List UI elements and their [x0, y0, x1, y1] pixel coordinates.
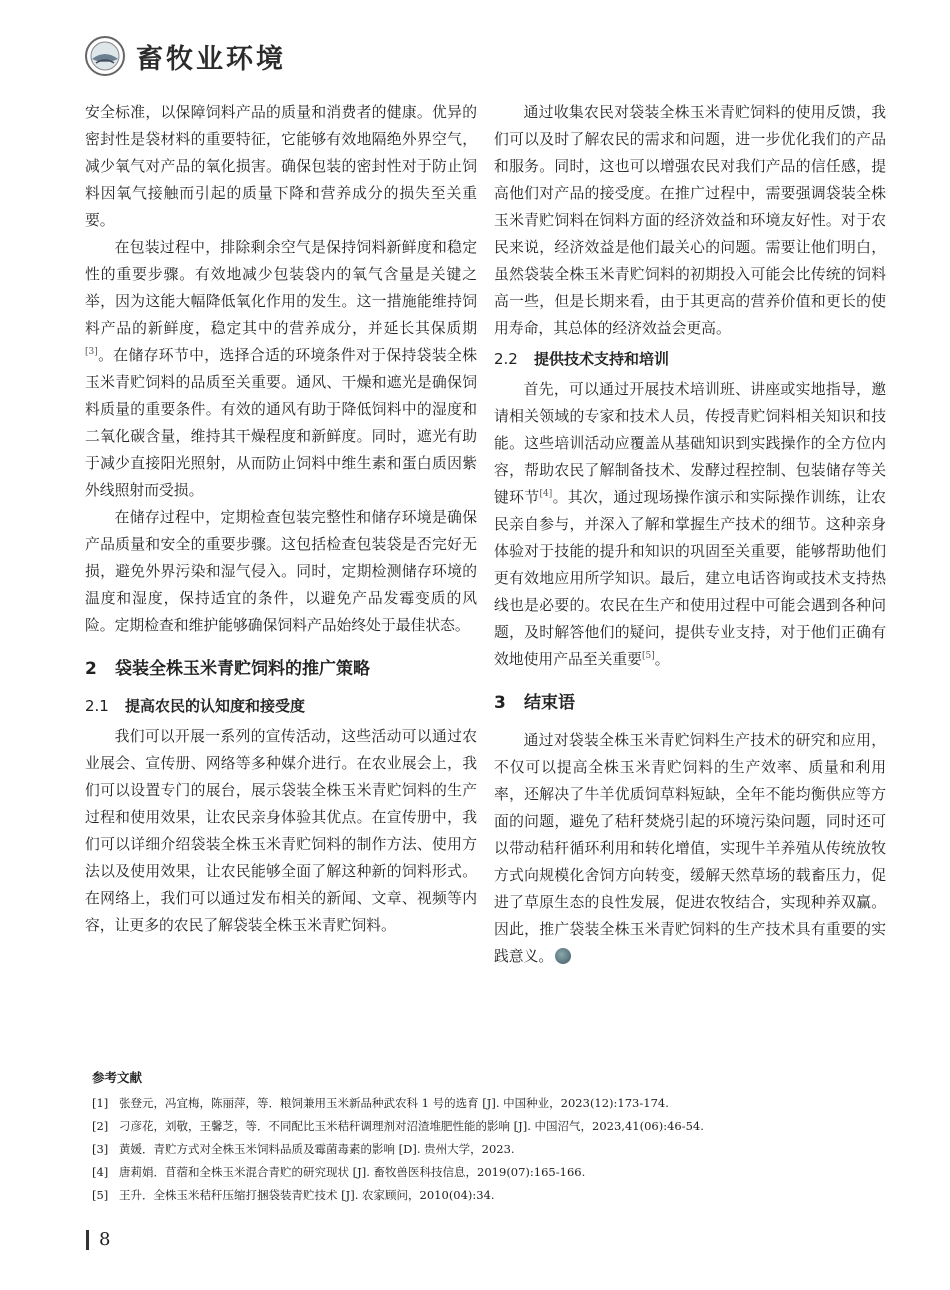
paragraph: 我们可以开展一系列的宣传活动，这些活动可以通过农业展会、宣传册、网络等多种媒介进行。在农业展会上，我们可以设置专门的展台，展示袋装全株玉米青贮饲料的生产过程和使用效果，让农民亲身体验其优点。在宣传册中，我们可以详细介绍袋装全株玉米青贮饲料的制作方法、使用方法以及使用效果，让农民能够全面了解这种新的饲料形式。在网络上，我们可以通过发布相关的新闻、文章、视频等内容，让更多的农民了解袋装全株玉米青贮饲料。	[85, 728, 477, 934]
paragraph: 在储存过程中，定期检查包装完整性和储存环境是确保产品质量和安全的重要步骤。这包括检查包装袋是否完好无损，避免外界污染和湿气侵入。同时，定期检测储存环境的温度和湿度，保持适宜的条件，以避免产品发霉变质的风险。定期检查和维护能够确保饲料产品始终处于最佳状态。	[85, 509, 477, 634]
reference-item: [2] 刁彦花，刘敬，王馨芝，等．不同配比玉米秸秆调理剂对沼渣堆肥性能的影响 [J]. 中国沼气，2023,41(06):46-54.	[92, 1119, 704, 1133]
journal-header	[84, 26, 286, 86]
reference-item: [3] 黄媛．青贮方式对全株玉米饲料品质及霉菌毒素的影响 [D]. 贵州大学，2023.	[92, 1142, 515, 1156]
paragraph: 安全标准，以保障饲料产品的质量和消费者的健康。优异的密封性是袋材料的重要特征，它能够有效地隔绝外界空气，减少氧气对产品的氧化损害。确保包装的密封性对于防止饲料因氧气接触而引起的质量下降和营养成分的损失至关重要。	[85, 104, 477, 229]
reference-item: [4] 唐莉娟．苜蓿和全株玉米混合青贮的研究现状 [J]. 畜牧兽医科技信息，2019(07):165-166.	[92, 1165, 586, 1179]
citation: [4]	[539, 489, 553, 499]
reference-item: [1] 张登元，冯宜梅，陈丽萍，等．粮饲兼用玉米新品种武农科 1 号的选育 [J]. 中国种业，2023(12):173-174.	[92, 1096, 669, 1110]
end-mark-icon	[555, 948, 571, 964]
paragraph: 首先，可以通过开展技术培训班、讲座或实地指导，邀请相关领域的专家和技术人员，传授青贮饲料相关知识和技能。这些培训活动应覆盖从基础知识到实践操作的全方位内容，帮助农民了解制备技术、发酵过程控制、包装储存等关键环节[4]。其次，通过现场操作演示和实际操作训练，让农民亲自参与，并深入了解和掌握生产技术的细节。这种亲身体验对于技能的提升和知识的巩固至关重要，能够帮助他们更有效地应用所学知识。最后，建立电话咨询或技术支持热线也是必要的。农民在生产和使用过程中可能会遇到各种问题，及时解答他们的疑问，提供专业支持，对于他们正确有效地使用产品至关重要[5]。	[494, 381, 886, 668]
page-footer	[86, 1229, 110, 1250]
journal-logo-icon	[84, 35, 126, 77]
right-column	[494, 99, 886, 970]
paragraph: 在包装过程中，排除剩余空气是保持饲料新鲜度和稳定性的重要步骤。有效地减少包装袋内的氧气含量是关键之举，因为这能大幅降低氧化作用的发生。这一措施能维持饲料产品的新鲜度，稳定其中的营养成分，并延长其保质期[3]。在储存环节中，选择合适的环境条件对于保持袋装全株玉米青贮饲料的品质至关重要。通风、干燥和遮光是确保饲料质量的重要条件。有效的通风有助于降低饲料中的湿度和二氧化碳含量，维持其干燥程度和新鲜度。同时，遮光有助于减少直接阳光照射，从而防止饲料中维生素和蛋白质因紫外线照射而受损。	[85, 239, 477, 499]
subsection-heading: 2.2 提供技术支持和培训	[494, 350, 670, 368]
references	[92, 1068, 872, 1207]
citation: [3]	[85, 347, 98, 357]
page-number: 8	[99, 1229, 111, 1250]
section-heading: 2 袋装全株玉米青贮饲料的推广策略	[85, 659, 370, 679]
section-heading: 3 结束语	[494, 693, 575, 713]
journal-title: 畜牧业环境	[136, 43, 286, 75]
references-title: 参考文献	[92, 1070, 143, 1085]
reference-item: [5] 王升．全株玉米秸秆压缩打捆袋装青贮技术 [J]. 农家顾问，2010(04):34.	[92, 1188, 495, 1202]
subsection-heading: 2.1 提高农民的认知度和接受度	[85, 697, 306, 715]
paragraph: 通过对袋装全株玉米青贮饲料生产技术的研究和应用，不仅可以提高全株玉米青贮饲料的生产效率、质量和利用率，还解决了牛羊优质饲草料短缺，全年不能均衡供应等方面的问题，避免了秸秆焚烧引起的环境污染问题，同时还可以带动秸秆循环利用和转化增值，实现牛羊养殖从传统放牧方式向规模化舍饲方向转变，缓解天然草场的载畜压力，促进了草原生态的良性发展，促进农牧结合，实现种养双赢。因此，推广袋装全株玉米青贮饲料的生产技术具有重要的实践意义。	[494, 732, 886, 965]
citation: [5]	[641, 651, 655, 661]
paragraph: 通过收集农民对袋装全株玉米青贮饲料的使用反馈，我们可以及时了解农民的需求和问题，进一步优化我们的产品和服务。同时，这也可以增强农民对我们产品的信任感，提高他们对产品的接受度。在推广过程中，需要强调袋装全株玉米青贮饲料在饲料方面的经济效益和环境友好性。对于农民来说，经济效益是他们最关心的问题。需要让他们明白，虽然袋装全株玉米青贮饲料的初期投入可能会比传统的饲料高一些，但是长期来看，由于其更高的营养价值和更长的使用寿命，其总体的经济效益会更高。	[494, 104, 886, 337]
footer-bar	[86, 1230, 89, 1250]
left-column	[85, 99, 477, 939]
